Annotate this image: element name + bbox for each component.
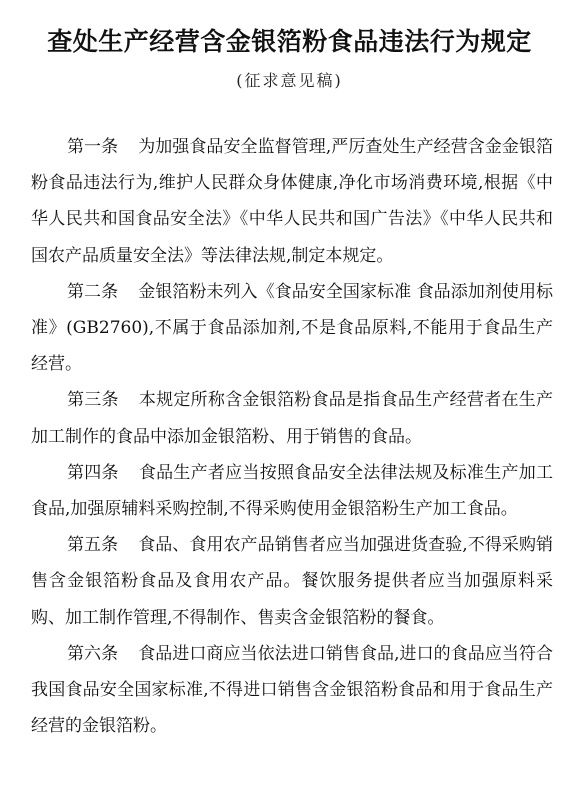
article-number: 第一条 bbox=[67, 137, 119, 157]
article-text: 为加强食品安全监督管理,严厉查处生产经营含金金银箔粉食品违法行为,维护人民群众身体健康,净化市场消费环境,根据《中华人民共和国食品安全法》《中华人民共和国广告法》《中华人民共和国农产品质量安全法》等法律法规,制定本规定。 bbox=[31, 137, 554, 266]
article-6 bbox=[31, 636, 553, 745]
document-subtitle: (征求意见稿) bbox=[236, 71, 343, 90]
article-1 bbox=[31, 129, 553, 274]
articles-body bbox=[31, 129, 553, 744]
article-number: 第四条 bbox=[67, 462, 119, 483]
article-2 bbox=[31, 274, 553, 383]
article-number: 第六条 bbox=[67, 643, 119, 664]
article-text: 食品生产者应当按照食品安全法律法规及标准生产加工食品,加强原辅料采购控制,不得采购使用金银箔粉生产加工食品。 bbox=[31, 462, 554, 520]
article-5 bbox=[31, 527, 553, 636]
article-4 bbox=[31, 455, 553, 527]
article-text: 食品、食用农产品销售者应当加强进货查验,不得采购销售含金银箔粉食品及食用农产品。餐饮服务提供者应当加强原料采购、加工制作管理,不得制作、售卖含金银箔粉的餐食。 bbox=[31, 535, 554, 628]
article-text: 金银箔粉未列入《食品安全国家标准 食品添加剂使用标准》(GB2760),不属于食品添加剂,不是食品原料,不能用于食品生产经营。 bbox=[31, 281, 554, 375]
article-text: 食品进口商应当依法进口销售食品,进口的食品应当符合我国食品安全国家标准,不得进口销售含金银箔粉食品和用于食品生产经营的金银箔粉。 bbox=[31, 643, 554, 737]
document-title: 查处生产经营含金银箔粉食品违法行为规定 bbox=[47, 27, 532, 56]
article-3 bbox=[31, 382, 553, 454]
article-text: 本规定所称含金银箔粉食品是指食品生产经营者在生产加工制作的食品中添加金银箔粉、用于销售的食品。 bbox=[31, 390, 554, 447]
article-number: 第五条 bbox=[67, 535, 119, 556]
article-number: 第二条 bbox=[67, 281, 119, 302]
article-number: 第三条 bbox=[67, 390, 119, 411]
